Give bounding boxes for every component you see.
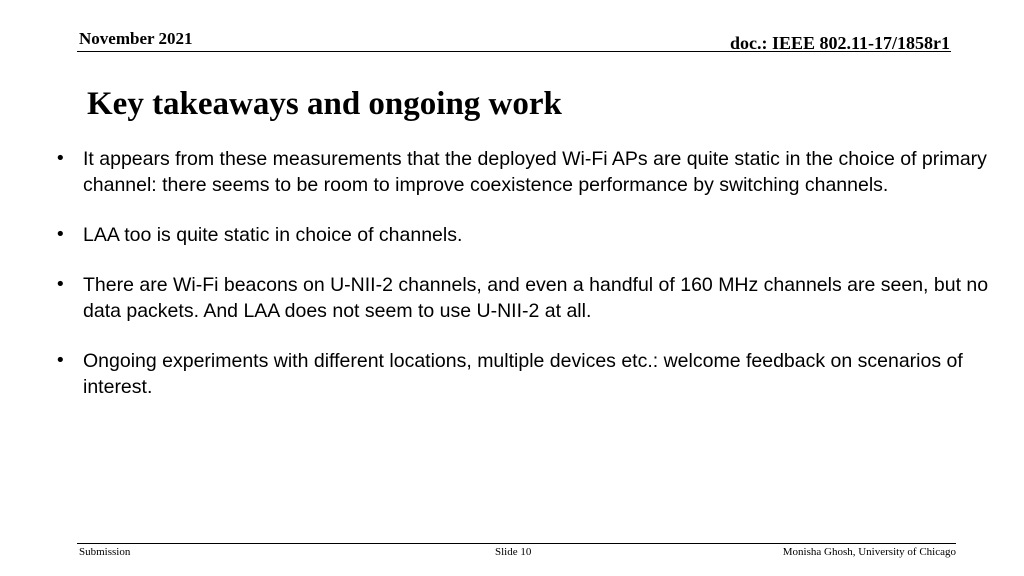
footer-submission: Submission <box>79 546 131 558</box>
bullet-dot-icon: • <box>55 224 66 245</box>
bullet-item <box>50 272 1010 324</box>
footer-author: Monisha Ghosh, University of Chicago <box>782 546 956 558</box>
bullet-item <box>50 146 1010 198</box>
bullet-dot-icon: • <box>55 274 66 295</box>
bullet-text: It appears from these measurements that the deployed Wi-Fi APs are quite static in the choice of primary channel: there seems to be room to improve coexistence performance by switching channels. <box>83 148 987 196</box>
slide-title: Key takeaways and ongoing work <box>87 86 562 122</box>
bullet-dot-icon: • <box>55 148 66 169</box>
footer-divider <box>77 543 956 544</box>
bullet-text: There are Wi-Fi beacons on U-NII-2 channels, and even a handful of 160 MHz channels are seen, but no data packets. And LAA does not seem to use U-NII-2 at all. <box>83 274 989 322</box>
header-date: November 2021 <box>79 29 193 48</box>
bullet-text: LAA too is quite static in choice of channels. <box>83 224 463 246</box>
bullet-item <box>50 222 1010 248</box>
footer-slide-number: Slide 10 <box>495 546 532 558</box>
bullet-item <box>50 348 1010 400</box>
bullet-list <box>50 146 1010 400</box>
bullet-dot-icon: • <box>55 350 66 371</box>
header-doc-id: doc.: IEEE 802.11-17/1858r1 <box>729 33 950 53</box>
bullet-text: Ongoing experiments with different locations, multiple devices etc.: welcome feedback on scenarios of interest. <box>83 350 963 398</box>
header-divider <box>77 51 951 52</box>
